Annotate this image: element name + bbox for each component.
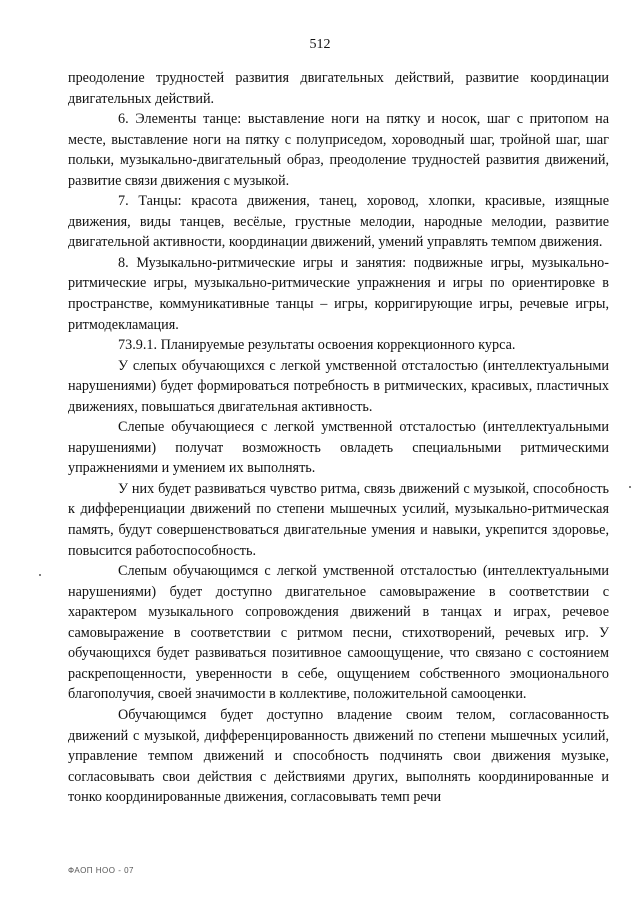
paragraph-item-8: 8. Музыкально-ритмические игры и занятия: подвижные игры, музыкально-ритмические игры, музыкально-ритмические упражнения и игры по ориентировке в пространстве, коммуникативные танцы – игры, корригирующие игры, речевые игры, ритмодекламация. [68, 254, 609, 333]
paragraph-results-3: У них будет развиваться чувство ритма, связь движений с музыкой, способность к дифференциации движений по степени мышечных усилий, музыкально-ритмическая память, будут совершенствоваться двигательные умения и навыки, укрепится здоровье, повысится работоспособность. [68, 480, 609, 559]
scan-speck [39, 574, 41, 576]
paragraph-results-1: У слепых обучающихся с легкой умственной отсталостью (интеллектуальными нарушениями) будет формироваться потребность в ритмических, красивых, пластичных движениях, повышаться двигательная активность. [68, 357, 609, 415]
paragraph-results-2: Слепые обучающиеся с легкой умственной отсталостью (интеллектуальными нарушениями) получат возможность овладеть специальными ритмическими упражнениями и умением их выполнять. [68, 419, 609, 477]
paragraph-item-6: 6. Элементы танце: выставление ноги на пятку и носок, шаг с притопом на месте, выставление ноги на пятку с полуприседом, хороводный шаг, тройной шаг, шаг польки, музыкально-двигательный образ, преодоление трудностей развития движений, развитие связи движения с музыкой. [68, 111, 609, 189]
paragraph-continuation: преодоление трудностей развития двигательных действий, развитие координации двигательных действий. [68, 70, 609, 107]
paragraph-results-5: Обучающимся будет доступно владение своим телом, согласованность движений с музыкой, дифференцированность движений по степени мышечных усилий, управление темпом движений и способность подчинять свои движения музыке, согласовывать свои действия с действиями других, выполнять координированные и тонко координированные движения, согласовывать темп речи [68, 706, 609, 806]
paragraph-item-7: 7. Танцы: красота движения, танец, хоровод, хлопки, красивые, изящные движения, виды танцев, весёлые, грустные мелодии, народные мелодии, развитие двигательной активности, координации движений, умений управлять темпом движения. [68, 193, 609, 251]
paragraph-results-4: Слепым обучающимся с легкой умственной отсталостью (интеллектуальными нарушениями) будет доступно двигательное самовыражение в соответствии с характером музыкального сопровождения движений в танцах и играх, речевое самовыражение в соответствии с ритмом песни, стихотворений, речевых игр. У обучающихся будет развиваться позитивное самоощущение, что связано с состоянием раскрепощенности, уверенности в себе, ощущением собственного эмоционального благополучия, своей значимости в коллективе, положительной самооценки. [68, 563, 609, 703]
scan-speck [629, 486, 631, 488]
page-footer: ФАОП НОО - 07 [68, 866, 134, 875]
page-number: 512 [309, 37, 331, 52]
page-body [68, 68, 609, 808]
section-heading-73-9-1: 73.9.1. Планируемые результаты освоения коррекционного курса. [118, 337, 516, 354]
